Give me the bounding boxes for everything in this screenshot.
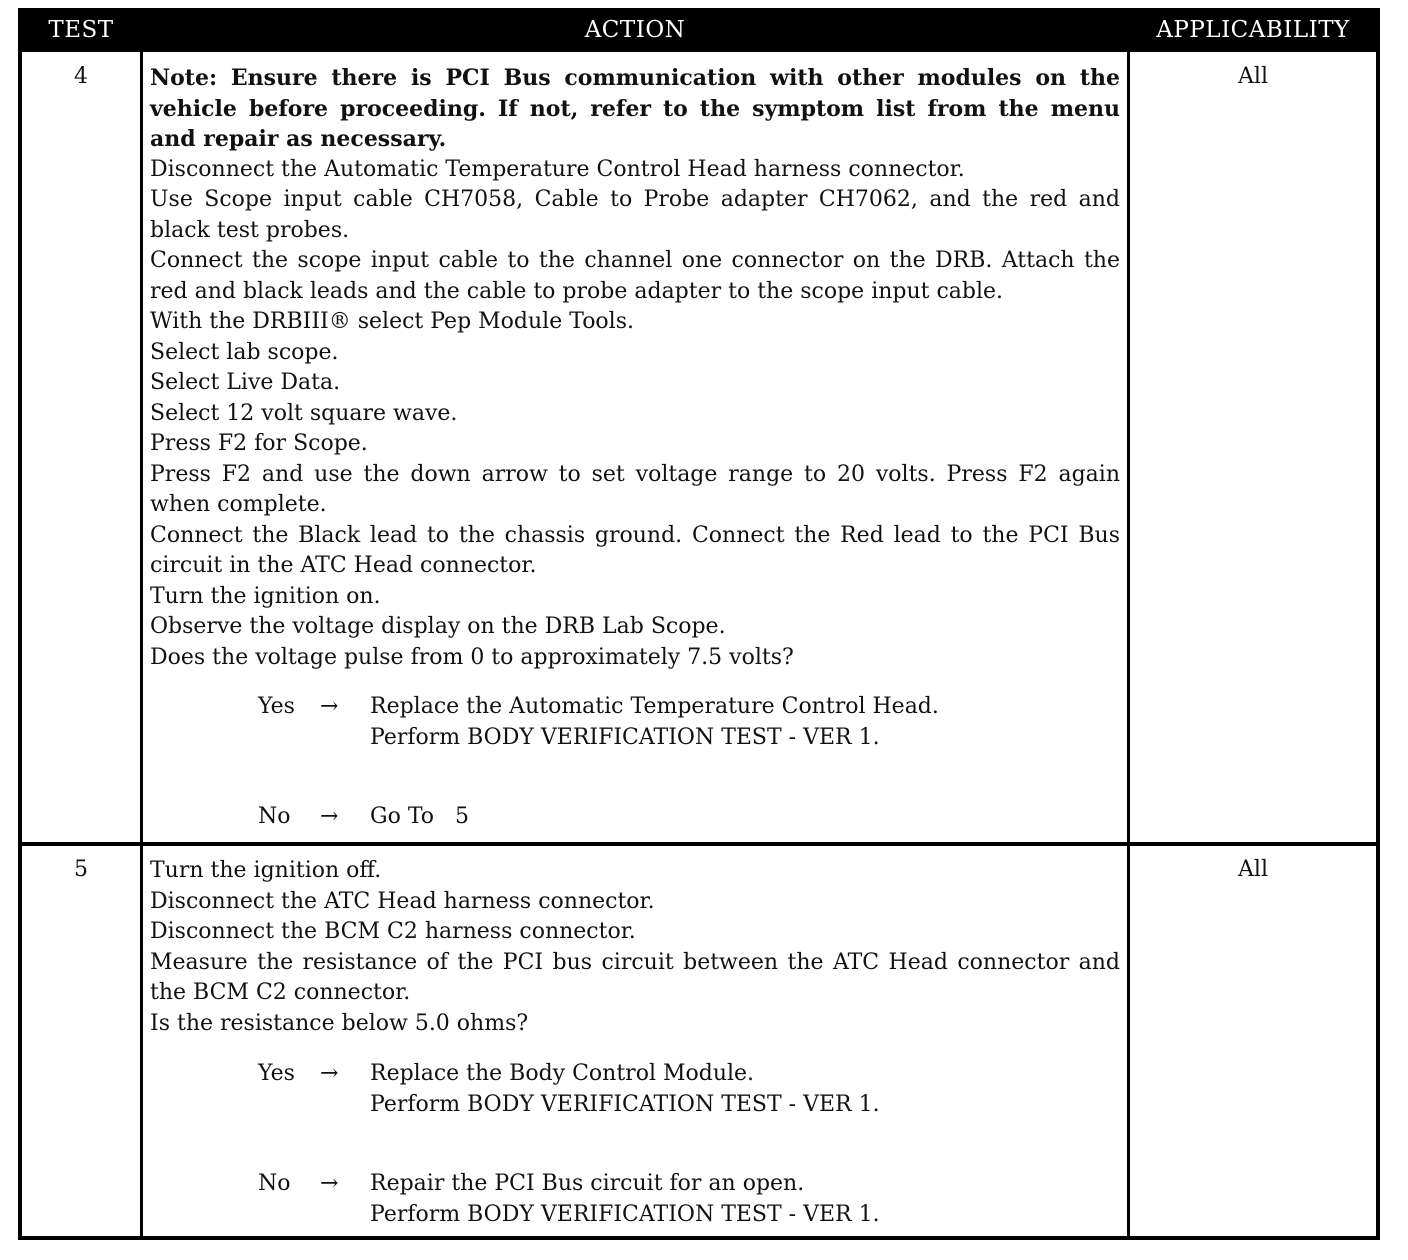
action-text — [150, 856, 1120, 1039]
header-test: TEST — [48, 17, 114, 43]
step: Press F2 and use the down arrow to set voltage range to 20 volts. Press F2 again when complete. — [150, 461, 1120, 517]
step: Select 12 volt square wave. — [150, 400, 458, 426]
step: With the DRBIII® select Pep Module Tools. — [150, 309, 634, 334]
step: Disconnect the BCM C2 harness connector. — [150, 919, 636, 944]
applicability-value: All — [1238, 857, 1268, 882]
no-label: No — [258, 804, 291, 829]
test-number: 5 — [74, 857, 88, 882]
row-divider — [22, 842, 1376, 846]
note-text: Note: Ensure there is PCI Bus communication with other modules on the vehicle before proceeding. If not, refer to the symptom list from the menu and repair as necessary. — [150, 65, 1120, 152]
arrow-right-icon: → — [320, 804, 339, 829]
applicability-value: All — [1238, 64, 1268, 89]
step: Select lab scope. — [150, 339, 339, 365]
arrow-right-icon: → — [320, 1171, 339, 1196]
step: Turn the ignition on. — [150, 583, 381, 609]
yes-result-line1: Replace the Body Control Module. — [370, 1061, 755, 1086]
step: Connect the scope input cable to the channel one connector on the DRB. Attach the red and black leads and the cable to probe adapter to the scope input cable. — [150, 248, 1120, 304]
step: Disconnect the Automatic Temperature Control Head harness connector. — [150, 156, 965, 182]
yes-label: Yes — [258, 694, 295, 719]
no-label: No — [258, 1171, 291, 1196]
step: Connect the Black lead to the chassis ground. Connect the Red lead to the PCI Bus circuit in the ATC Head connector. — [150, 522, 1120, 578]
step: Use Scope input cable CH7058, Cable to Probe adapter CH7062, and the red and black test probes. — [150, 187, 1120, 243]
step: Disconnect the ATC Head harness connector. — [150, 888, 655, 914]
action-text — [150, 63, 1120, 673]
yes-result-line2: Perform BODY VERIFICATION TEST - VER 1. — [370, 724, 880, 750]
step: Measure the resistance of the PCI bus circuit between the ATC Head connector and the BCM C2 connector. — [150, 949, 1120, 1005]
no-result-line1: Repair the PCI Bus circuit for an open. — [370, 1171, 805, 1196]
test-number: 4 — [74, 64, 88, 89]
column-divider — [1127, 52, 1130, 1240]
step: Press F2 for Scope. — [150, 431, 368, 456]
arrow-right-icon: → — [320, 1061, 339, 1086]
step: Select Live Data. — [150, 370, 341, 395]
step: Does the voltage pulse from 0 to approximately 7.5 volts? — [150, 644, 794, 670]
yes-result-line1: Replace the Automatic Temperature Control Head. — [370, 694, 939, 719]
no-result-line1: Go To 5 — [370, 804, 469, 829]
header-action: ACTION — [584, 17, 686, 43]
arrow-right-icon: → — [320, 694, 339, 719]
no-result-line2: Perform BODY VERIFICATION TEST - VER 1. — [370, 1202, 880, 1227]
step: Turn the ignition off. — [150, 858, 382, 883]
table-header — [22, 12, 1376, 52]
column-divider — [140, 52, 143, 1240]
yes-result-line2: Perform BODY VERIFICATION TEST - VER 1. — [370, 1092, 880, 1117]
step: Observe the voltage display on the DRB Lab Scope. — [150, 614, 726, 639]
header-applicability: APPLICABILITY — [1156, 17, 1350, 43]
step: Is the resistance below 5.0 ohms? — [150, 1010, 529, 1036]
yes-label: Yes — [258, 1061, 295, 1086]
diagnostic-table — [18, 8, 1380, 1240]
